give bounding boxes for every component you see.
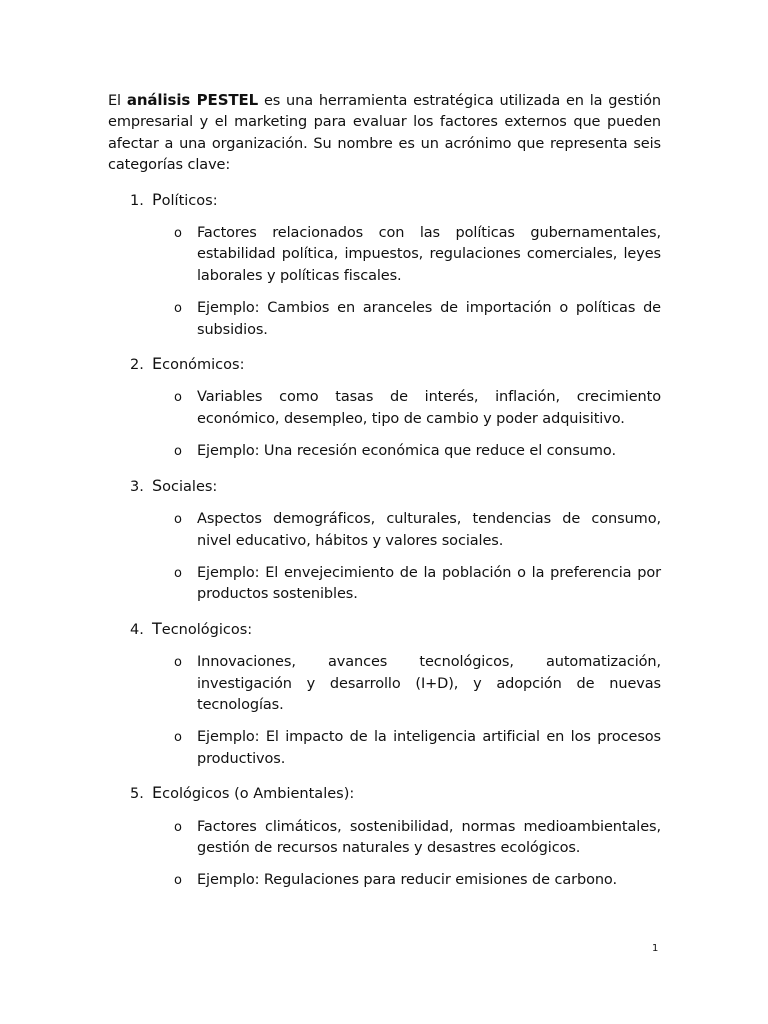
section-number: 4.: [130, 621, 144, 638]
pestel-section: [108, 782, 661, 892]
pestel-section: [108, 475, 661, 606]
section-title-initial: P: [152, 189, 162, 209]
section-number: 2.: [130, 357, 144, 374]
bullet-item: [108, 298, 661, 341]
bullet-text: Ejemplo: Cambios en aranceles de importación o políticas de subsidios.: [197, 300, 661, 338]
bullet-text: Ejemplo: Una recesión económica que reduce el consumo.: [197, 443, 616, 460]
section-title-rest: conómicos:: [162, 357, 245, 374]
section-title-rest: olíticos:: [161, 192, 218, 209]
bullet-item: [108, 441, 661, 462]
pestel-section-list: [108, 189, 661, 892]
section-title: [152, 782, 354, 805]
section-heading: [108, 189, 661, 212]
section-title: [152, 189, 218, 212]
section-title: [152, 618, 252, 641]
section-heading: [108, 475, 661, 498]
section-number: 3.: [130, 478, 144, 495]
section-title: [152, 353, 244, 376]
pestel-section: [108, 353, 661, 463]
section-title: [152, 475, 217, 498]
bullet-item: [108, 817, 661, 860]
section-heading: [108, 782, 661, 805]
bullet-text: Ejemplo: El envejecimiento de la población o la preferencia por productos sostenibles.: [197, 564, 661, 603]
bullet-text: Variables como tasas de interés, inflación, crecimiento económico, desempleo, tipo de cambio y poder adquisitivo.: [197, 389, 661, 427]
document-page: [108, 90, 661, 892]
bullet-marker: o: [174, 512, 182, 528]
bullet-marker: o: [174, 444, 182, 460]
bullet-text: Factores climáticos, sostenibilidad, normas medioambientales, gestión de recursos naturales y desastres ecológicos.: [197, 818, 661, 856]
intro-prefix: El: [108, 93, 127, 109]
bullet-text: Factores relacionados con las políticas gubernamentales, estabilidad política, impuestos, regulaciones comerciales, leyes laborales y políticas fiscales.: [197, 225, 661, 284]
bullet-marker: o: [174, 819, 182, 835]
bullet-marker: o: [174, 655, 182, 671]
bullet-list: [108, 509, 661, 606]
section-title-initial: E: [152, 354, 163, 374]
bullet-item: [108, 563, 661, 606]
bullet-item: [108, 652, 661, 716]
bullet-list: [108, 223, 661, 341]
bullet-list: [108, 652, 661, 770]
intro-paragraph: [108, 90, 661, 177]
bullet-list: [108, 387, 661, 462]
bullet-text: Ejemplo: El impacto de la inteligencia artificial en los procesos productivos.: [197, 729, 661, 767]
bullet-item: [108, 387, 661, 430]
bullet-marker: o: [174, 390, 182, 406]
section-title-rest: ociales:: [162, 478, 218, 495]
intro-text: es una herramienta estratégica utilizada en la gestión empresarial y el marketing para evaluar los factores externos que pueden afectar a una organización. Su nombre es un acrónimo que representa seis categorías clave:: [108, 93, 661, 174]
bullet-text: Innovaciones, avances tecnológicos, automatización, investigación y desarrollo (I+D), y adopción de nuevas tecnologías.: [197, 654, 661, 713]
section-number: 5.: [130, 786, 144, 803]
bullet-item: [108, 223, 661, 287]
section-heading: [108, 618, 661, 641]
bullet-marker: o: [174, 873, 182, 889]
section-title-initial: S: [152, 475, 163, 495]
section-number: 1.: [130, 192, 144, 209]
section-heading: [108, 353, 661, 376]
pestel-section: [108, 189, 661, 341]
bullet-item: [108, 870, 661, 891]
pestel-section: [108, 618, 661, 770]
section-title-rest: cológicos (o Ambientales):: [162, 786, 355, 803]
bullet-marker: o: [174, 226, 182, 242]
intro-term: análisis PESTEL: [126, 91, 259, 109]
bullet-text: Ejemplo: Regulaciones para reducir emisiones de carbono.: [197, 872, 617, 889]
section-title-rest: ecnológicos:: [161, 621, 253, 638]
page-number: 1: [652, 943, 659, 954]
section-title-initial: E: [152, 783, 163, 803]
bullet-text: Aspectos demográficos, culturales, tendencias de consumo, nivel educativo, hábitos y valores sociales.: [197, 511, 661, 549]
section-title-initial: T: [152, 618, 162, 638]
bullet-marker: o: [174, 730, 182, 746]
bullet-item: [108, 727, 661, 770]
bullet-list: [108, 817, 661, 892]
bullet-marker: o: [174, 301, 182, 317]
bullet-marker: o: [174, 565, 182, 581]
bullet-item: [108, 509, 661, 552]
